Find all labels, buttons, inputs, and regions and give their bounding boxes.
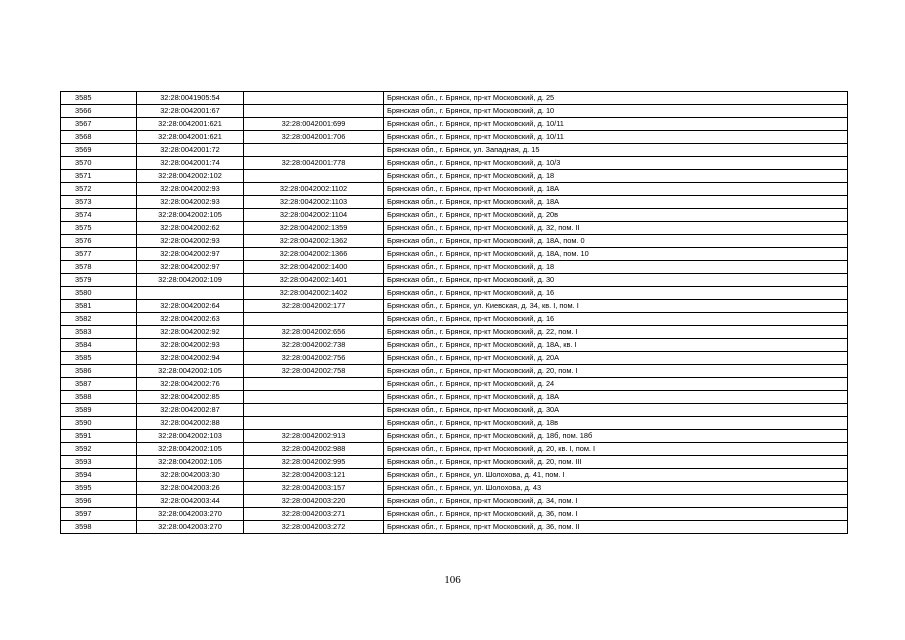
table-row	[61, 300, 848, 313]
row-number-cell: 3577	[61, 248, 137, 261]
row-number-cell: 3575	[61, 222, 137, 235]
row-number-cell: 3596	[61, 495, 137, 508]
table-row	[61, 235, 848, 248]
row-number-cell: 3570	[61, 157, 137, 170]
table-row	[61, 521, 848, 534]
land-cadastral-number-cell: 32:28:0042002:97	[137, 248, 244, 261]
land-cadastral-number-cell: 32:28:0042002:85	[137, 391, 244, 404]
table-row	[61, 430, 848, 443]
premises-cadastral-number-cell: 32:28:0042002:1362	[244, 235, 384, 248]
address-cell: Брянская обл., г. Брянск, пр-кт Московский, д. 20, пом. I	[384, 365, 848, 378]
address-cell: Брянская обл., г. Брянск, пр-кт Московский, д. 36, пом. I	[384, 508, 848, 521]
premises-cadastral-number-cell	[244, 105, 384, 118]
land-cadastral-number-cell: 32:28:0042002:93	[137, 183, 244, 196]
premises-cadastral-number-cell: 32:28:0042003:271	[244, 508, 384, 521]
row-number-cell: 3567	[61, 118, 137, 131]
table-row	[61, 339, 848, 352]
row-number-cell: 3574	[61, 209, 137, 222]
land-cadastral-number-cell: 32:28:0042001:621	[137, 118, 244, 131]
row-number-cell: 3595	[61, 482, 137, 495]
address-cell: Брянская обл., г. Брянск, пр-кт Московский, д. 18	[384, 170, 848, 183]
land-cadastral-number-cell: 32:28:0041905:54	[137, 92, 244, 105]
row-number-cell: 3573	[61, 196, 137, 209]
land-cadastral-number-cell: 32:28:0042003:270	[137, 521, 244, 534]
land-cadastral-number-cell: 32:28:0042002:62	[137, 222, 244, 235]
address-cell: Брянская обл., г. Брянск, пр-кт Московский, д. 18	[384, 261, 848, 274]
address-cell: Брянская обл., г. Брянск, пр-кт Московский, д. 34, пом. I	[384, 495, 848, 508]
table-row	[61, 313, 848, 326]
property-register-table	[60, 91, 848, 534]
premises-cadastral-number-cell: 32:28:0042002:1402	[244, 287, 384, 300]
land-cadastral-number-cell: 32:28:0042003:44	[137, 495, 244, 508]
premises-cadastral-number-cell	[244, 313, 384, 326]
land-cadastral-number-cell: 32:28:0042002:93	[137, 196, 244, 209]
table-row	[61, 105, 848, 118]
address-cell: Брянская обл., г. Брянск, ул. Западная, д. 15	[384, 144, 848, 157]
address-cell: Брянская обл., г. Брянск, пр-кт Московский, д. 20, пом. III	[384, 456, 848, 469]
table-body	[61, 92, 848, 534]
address-cell: Брянская обл., г. Брянск, пр-кт Московский, д. 18А, пом. 0	[384, 235, 848, 248]
table-row	[61, 118, 848, 131]
address-cell: Брянская обл., г. Брянск, пр-кт Московский, д. 10/11	[384, 118, 848, 131]
land-cadastral-number-cell: 32:28:0042002:109	[137, 274, 244, 287]
table-row	[61, 326, 848, 339]
address-cell: Брянская обл., г. Брянск, пр-кт Московский, д. 10/3	[384, 157, 848, 170]
row-number-cell: 3593	[61, 456, 137, 469]
land-cadastral-number-cell: 32:28:0042002:97	[137, 261, 244, 274]
premises-cadastral-number-cell: 32:28:0042002:1359	[244, 222, 384, 235]
premises-cadastral-number-cell: 32:28:0042003:121	[244, 469, 384, 482]
land-cadastral-number-cell	[137, 287, 244, 300]
row-number-cell: 3571	[61, 170, 137, 183]
address-cell: Брянская обл., г. Брянск, пр-кт Московский, д. 20в	[384, 209, 848, 222]
table-row	[61, 482, 848, 495]
row-number-cell: 3598	[61, 521, 137, 534]
row-number-cell: 3581	[61, 300, 137, 313]
page-number: 106	[444, 574, 461, 586]
land-cadastral-number-cell: 32:28:0042002:102	[137, 170, 244, 183]
row-number-cell: 3589	[61, 404, 137, 417]
row-number-cell: 3569	[61, 144, 137, 157]
land-cadastral-number-cell: 32:28:0042002:105	[137, 209, 244, 222]
premises-cadastral-number-cell: 32:28:0042002:756	[244, 352, 384, 365]
land-cadastral-number-cell: 32:28:0042002:87	[137, 404, 244, 417]
address-cell: Брянская обл., г. Брянск, пр-кт Московский, д. 16	[384, 287, 848, 300]
table-row	[61, 261, 848, 274]
address-cell: Брянская обл., г. Брянск, пр-кт Московский, д. 20А	[384, 352, 848, 365]
row-number-cell: 3585	[61, 92, 137, 105]
table-row	[61, 144, 848, 157]
table-row	[61, 495, 848, 508]
address-cell: Брянская обл., г. Брянск, ул. Киевская, д. 34, кв. I, пом. I	[384, 300, 848, 313]
land-cadastral-number-cell: 32:28:0042001:74	[137, 157, 244, 170]
premises-cadastral-number-cell: 32:28:0042002:1400	[244, 261, 384, 274]
premises-cadastral-number-cell: 32:28:0042002:988	[244, 443, 384, 456]
address-cell: Брянская обл., г. Брянск, пр-кт Московский, д. 18в	[384, 417, 848, 430]
table-row	[61, 469, 848, 482]
row-number-cell: 3592	[61, 443, 137, 456]
land-cadastral-number-cell: 32:28:0042001:67	[137, 105, 244, 118]
row-number-cell: 3566	[61, 105, 137, 118]
address-cell: Брянская обл., г. Брянск, пр-кт Московский, д. 22, пом. I	[384, 326, 848, 339]
address-cell: Брянская обл., г. Брянск, пр-кт Московский, д. 18А	[384, 183, 848, 196]
table-row	[61, 287, 848, 300]
table-row	[61, 508, 848, 521]
land-cadastral-number-cell: 32:28:0042001:621	[137, 131, 244, 144]
row-number-cell: 3576	[61, 235, 137, 248]
address-cell: Брянская обл., г. Брянск, пр-кт Московский, д. 20, кв. I, пом. I	[384, 443, 848, 456]
row-number-cell: 3590	[61, 417, 137, 430]
premises-cadastral-number-cell: 32:28:0042002:656	[244, 326, 384, 339]
premises-cadastral-number-cell: 32:28:0042002:913	[244, 430, 384, 443]
row-number-cell: 3580	[61, 287, 137, 300]
land-cadastral-number-cell: 32:28:0042003:270	[137, 508, 244, 521]
row-number-cell: 3586	[61, 365, 137, 378]
table-row	[61, 183, 848, 196]
table-row	[61, 404, 848, 417]
premises-cadastral-number-cell	[244, 170, 384, 183]
table-row	[61, 274, 848, 287]
row-number-cell: 3583	[61, 326, 137, 339]
premises-cadastral-number-cell: 32:28:0042001:699	[244, 118, 384, 131]
land-cadastral-number-cell: 32:28:0042002:105	[137, 456, 244, 469]
row-number-cell: 3585	[61, 352, 137, 365]
address-cell: Брянская обл., г. Брянск, пр-кт Московский, д. 16	[384, 313, 848, 326]
row-number-cell: 3594	[61, 469, 137, 482]
land-cadastral-number-cell: 32:28:0042002:64	[137, 300, 244, 313]
land-cadastral-number-cell: 32:28:0042002:63	[137, 313, 244, 326]
premises-cadastral-number-cell	[244, 417, 384, 430]
premises-cadastral-number-cell	[244, 391, 384, 404]
address-cell: Брянская обл., г. Брянск, пр-кт Московский, д. 10	[384, 105, 848, 118]
land-cadastral-number-cell: 32:28:0042002:94	[137, 352, 244, 365]
table-row	[61, 131, 848, 144]
premises-cadastral-number-cell	[244, 144, 384, 157]
row-number-cell: 3582	[61, 313, 137, 326]
premises-cadastral-number-cell: 32:28:0042003:272	[244, 521, 384, 534]
address-cell: Брянская обл., г. Брянск, пр-кт Московский, д. 18А	[384, 391, 848, 404]
premises-cadastral-number-cell: 32:28:0042003:157	[244, 482, 384, 495]
table-row	[61, 391, 848, 404]
row-number-cell: 3578	[61, 261, 137, 274]
table-row	[61, 365, 848, 378]
address-cell: Брянская обл., г. Брянск, ул. Шолохова, д. 43	[384, 482, 848, 495]
land-cadastral-number-cell: 32:28:0042002:103	[137, 430, 244, 443]
land-cadastral-number-cell: 32:28:0042003:30	[137, 469, 244, 482]
premises-cadastral-number-cell: 32:28:0042002:758	[244, 365, 384, 378]
premises-cadastral-number-cell: 32:28:0042002:1401	[244, 274, 384, 287]
land-cadastral-number-cell: 32:28:0042003:26	[137, 482, 244, 495]
address-cell: Брянская обл., г. Брянск, пр-кт Московский, д. 24	[384, 378, 848, 391]
table-row	[61, 196, 848, 209]
land-cadastral-number-cell: 32:28:0042001:72	[137, 144, 244, 157]
premises-cadastral-number-cell: 32:28:0042002:1104	[244, 209, 384, 222]
land-cadastral-number-cell: 32:28:0042002:93	[137, 235, 244, 248]
table-row	[61, 92, 848, 105]
premises-cadastral-number-cell	[244, 92, 384, 105]
premises-cadastral-number-cell	[244, 378, 384, 391]
address-cell: Брянская обл., г. Брянск, пр-кт Московский, д. 30А	[384, 404, 848, 417]
premises-cadastral-number-cell: 32:28:0042002:995	[244, 456, 384, 469]
table-row	[61, 248, 848, 261]
land-cadastral-number-cell: 32:28:0042002:92	[137, 326, 244, 339]
land-cadastral-number-cell: 32:28:0042002:105	[137, 443, 244, 456]
address-cell: Брянская обл., г. Брянск, пр-кт Московский, д. 30	[384, 274, 848, 287]
table-row	[61, 443, 848, 456]
row-number-cell: 3572	[61, 183, 137, 196]
premises-cadastral-number-cell: 32:28:0042002:1102	[244, 183, 384, 196]
table-row	[61, 157, 848, 170]
premises-cadastral-number-cell: 32:28:0042002:738	[244, 339, 384, 352]
address-cell: Брянская обл., г. Брянск, пр-кт Московский, д. 18А	[384, 196, 848, 209]
table-row	[61, 209, 848, 222]
address-cell: Брянская обл., г. Брянск, пр-кт Московский, д. 18б, пом. 18б	[384, 430, 848, 443]
row-number-cell: 3587	[61, 378, 137, 391]
row-number-cell: 3584	[61, 339, 137, 352]
table-row	[61, 378, 848, 391]
premises-cadastral-number-cell: 32:28:0042002:177	[244, 300, 384, 313]
table-row	[61, 417, 848, 430]
table-row	[61, 352, 848, 365]
address-cell: Брянская обл., г. Брянск, пр-кт Московский, д. 18А, пом. 10	[384, 248, 848, 261]
row-number-cell: 3588	[61, 391, 137, 404]
land-cadastral-number-cell: 32:28:0042002:93	[137, 339, 244, 352]
premises-cadastral-number-cell: 32:28:0042002:1366	[244, 248, 384, 261]
row-number-cell: 3568	[61, 131, 137, 144]
premises-cadastral-number-cell	[244, 404, 384, 417]
land-cadastral-number-cell: 32:28:0042002:88	[137, 417, 244, 430]
address-cell: Брянская обл., г. Брянск, пр-кт Московский, д. 25	[384, 92, 848, 105]
address-cell: Брянская обл., г. Брянск, пр-кт Московский, д. 18А, кв. I	[384, 339, 848, 352]
premises-cadastral-number-cell: 32:28:0042001:706	[244, 131, 384, 144]
address-cell: Брянская обл., г. Брянск, пр-кт Московский, д. 36, пом. II	[384, 521, 848, 534]
address-cell: Брянская обл., г. Брянск, пр-кт Московский, д. 32, пом. II	[384, 222, 848, 235]
address-cell: Брянская обл., г. Брянск, пр-кт Московский, д. 10/11	[384, 131, 848, 144]
premises-cadastral-number-cell: 32:28:0042001:778	[244, 157, 384, 170]
row-number-cell: 3597	[61, 508, 137, 521]
premises-cadastral-number-cell: 32:28:0042002:1103	[244, 196, 384, 209]
land-cadastral-number-cell: 32:28:0042002:105	[137, 365, 244, 378]
row-number-cell: 3591	[61, 430, 137, 443]
table-row	[61, 456, 848, 469]
table-row	[61, 170, 848, 183]
row-number-cell: 3579	[61, 274, 137, 287]
land-cadastral-number-cell: 32:28:0042002:76	[137, 378, 244, 391]
address-cell: Брянская обл., г. Брянск, ул. Шолохова, д. 41, пом. I	[384, 469, 848, 482]
premises-cadastral-number-cell: 32:28:0042003:220	[244, 495, 384, 508]
table-row	[61, 222, 848, 235]
